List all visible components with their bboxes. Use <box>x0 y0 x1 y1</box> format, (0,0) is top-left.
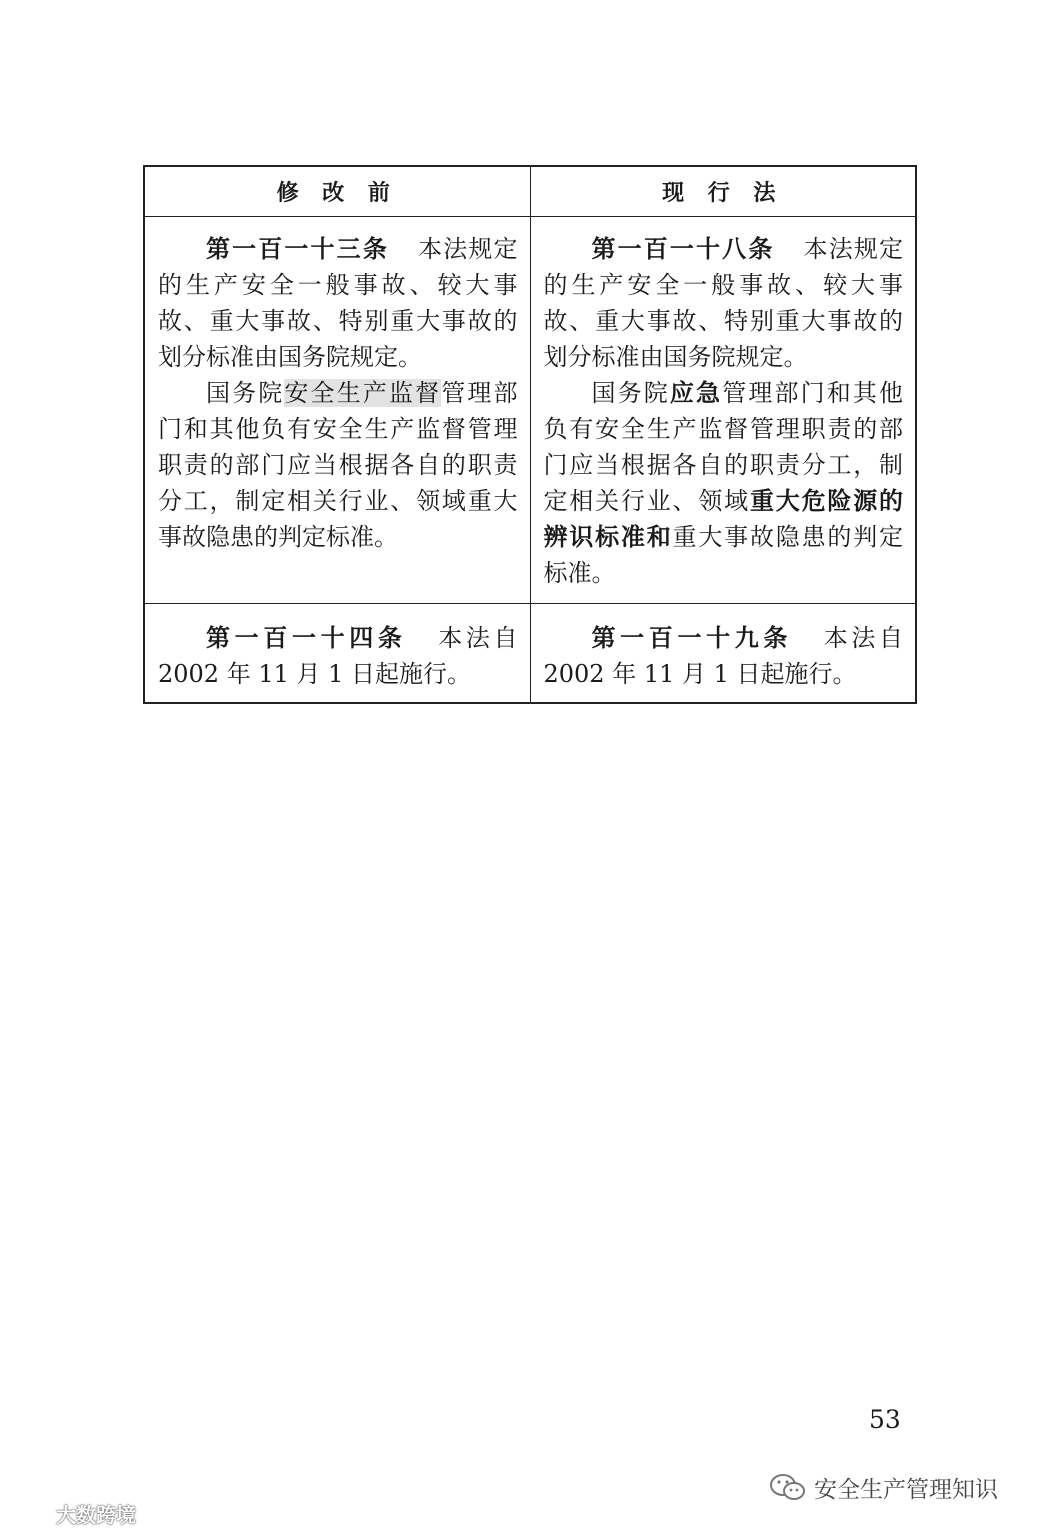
text-segment: 重大事故隐患的判定标准。 <box>543 523 904 587</box>
paragraph-text: 本法规定的生产安全一般事故、较大事故、重大事故、特别重大事故的划分标准由国务院规定。 <box>158 235 518 371</box>
article-number: 第一百一十八条 <box>591 235 775 263</box>
paragraph-text: 本法自 2002 年 11 月 1 日起施行。 <box>158 624 518 688</box>
cell-before <box>144 604 530 704</box>
comparison-table <box>143 165 917 704</box>
table-header-row <box>144 166 916 217</box>
paragraph <box>158 620 518 692</box>
watermark-text: 安全生产管理知识 <box>814 1477 998 1503</box>
paragraph-text: 本法自 2002 年 11 月 1 日起施行。 <box>543 624 904 688</box>
paragraph <box>544 375 904 591</box>
header-current: 现 行 法 <box>530 166 916 217</box>
cell-before <box>144 217 530 604</box>
amended-text: 应急 <box>669 379 723 407</box>
paragraph <box>544 620 904 692</box>
text-segment: 管理部门和其他负有安全生产监督管理职责的部门应当根据各自的职责分工，制定相关行业、领域重大事故隐患的判定标准。 <box>158 379 518 551</box>
paragraph <box>158 231 518 375</box>
highlighted-text: 安全生产监督 <box>284 379 442 407</box>
cell-current <box>530 604 916 704</box>
article-number: 第一百一十三条 <box>206 235 389 263</box>
paragraph-text: 本法规定的生产安全一般事故、较大事故、重大事故、特别重大事故的划分标准由国务院规定。 <box>543 235 904 371</box>
watermark-account <box>768 1471 998 1504</box>
header-before: 修 改 前 <box>144 166 530 217</box>
text-segment: 国务院 <box>591 379 670 407</box>
watermark-source <box>8 1499 136 1528</box>
table-row <box>144 217 916 604</box>
wechat-icon <box>768 1472 808 1504</box>
text-segment: 国务院 <box>206 379 285 407</box>
article-number: 第一百一十九条 <box>591 624 793 652</box>
table-row <box>144 604 916 704</box>
watermark-text: 大数跨境 <box>56 1503 136 1527</box>
paragraph <box>158 375 518 555</box>
logo-icon <box>8 1501 52 1527</box>
text-segment: 管理部门和其他负有安全生产监督管理职责的部门应当根据各自的职责分工，制定相关行业、领域 <box>543 379 904 515</box>
cell-current <box>530 217 916 604</box>
paragraph <box>544 231 904 375</box>
article-number: 第一百一十四条 <box>206 624 407 652</box>
page-number: 53 <box>869 1405 901 1434</box>
amended-text: 重大危险源的辨识标准和 <box>543 487 904 551</box>
